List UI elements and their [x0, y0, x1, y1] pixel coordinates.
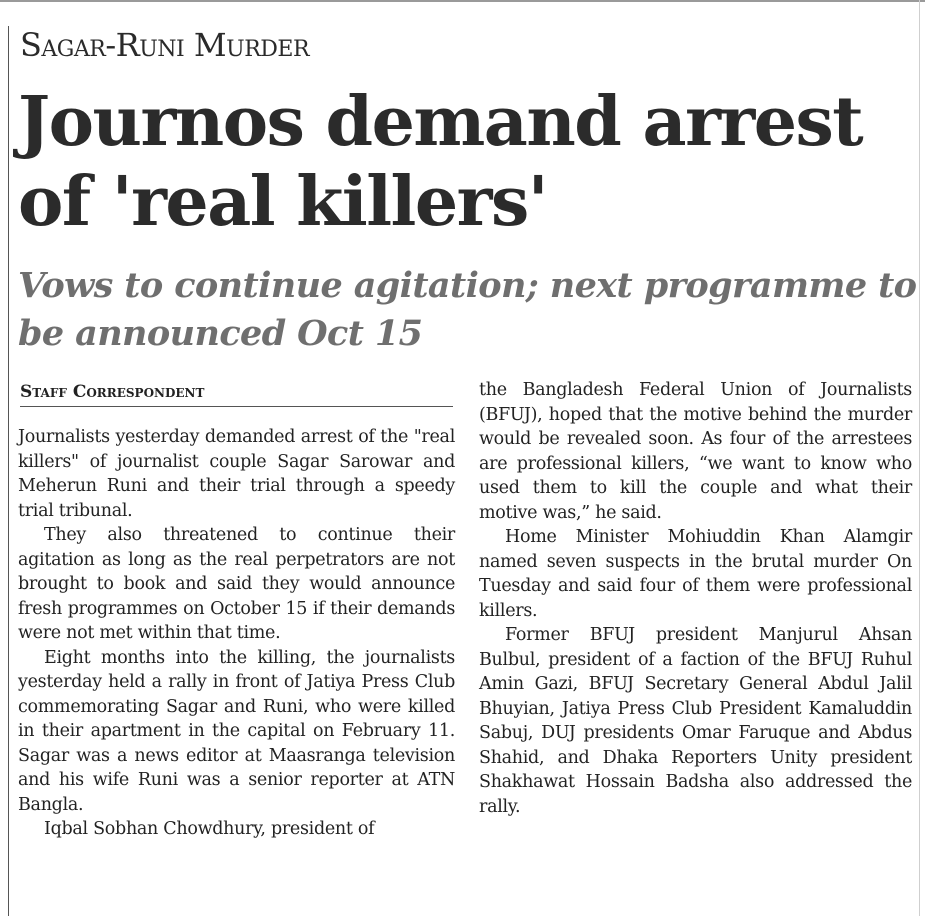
- body-paragraph: Home Minister Mohiuddin Khan Alamgir named seven suspects in the brutal murder On Tuesday and said four of them were professional killers.: [479, 527, 912, 621]
- body-paragraph: Iqbal Sobhan Chowdhury, president of: [44, 819, 375, 839]
- article-kicker: Sagar-Runi Murder: [20, 26, 310, 64]
- article-byline: Staff Correspondent: [20, 382, 453, 407]
- article-subheadline: Vows to continue agitation; next programme to be announced Oct 15: [18, 265, 917, 354]
- article-body-right-column: [479, 378, 912, 819]
- body-paragraph: They also threatened to continue their agitation as long as the real perpetrators are not brought to book and said they would announce fresh programmes on October 15 if their demands were not met within that time.: [18, 525, 455, 643]
- body-paragraph: Eight months into the killing, the journalists yesterday held a rally in front of Jatiya Press Club commemorating Sagar and Runi, who were killed in their apartment in the capital on February 11. Sagar was a news editor at Maasranga television and his wife Runi was a senior reporter at ATN Bangla.: [18, 647, 455, 815]
- left-column-rule: [8, 26, 9, 916]
- article-headline: Journos demand arrest of 'real killers': [18, 82, 863, 242]
- right-edge-rule: [919, 0, 920, 916]
- body-paragraph: the Bangladesh Federal Union of Journalists (BFUJ), hoped that the motive behind the murder would be revealed soon. As four of the arrestees are professional killers, “we want to know who used them to kill the couple and what their motive was,” he said.: [479, 380, 912, 523]
- body-paragraph: Former BFUJ president Manjurul Ahsan Bulbul, president of a faction of the BFUJ Ruhul Amin Gazi, BFUJ Secretary General Abdul Jalil Bhuyian, Jatiya Press Club President Kamaluddin Sabuj, DUJ presidents Omar Faruque and Abdus Shahid, and Dhaka Reporters Unity president Shakhawat Hossain Badsha also addressed the rally.: [479, 625, 912, 817]
- body-paragraph: Journalists yesterday demanded arrest of the "real killers" of journalist couple Sagar Sarowar and Meherun Runi and their trial through a speedy trial tribunal.: [18, 427, 455, 521]
- top-rule: [0, 0, 925, 2]
- article-body-left-column: [18, 425, 455, 842]
